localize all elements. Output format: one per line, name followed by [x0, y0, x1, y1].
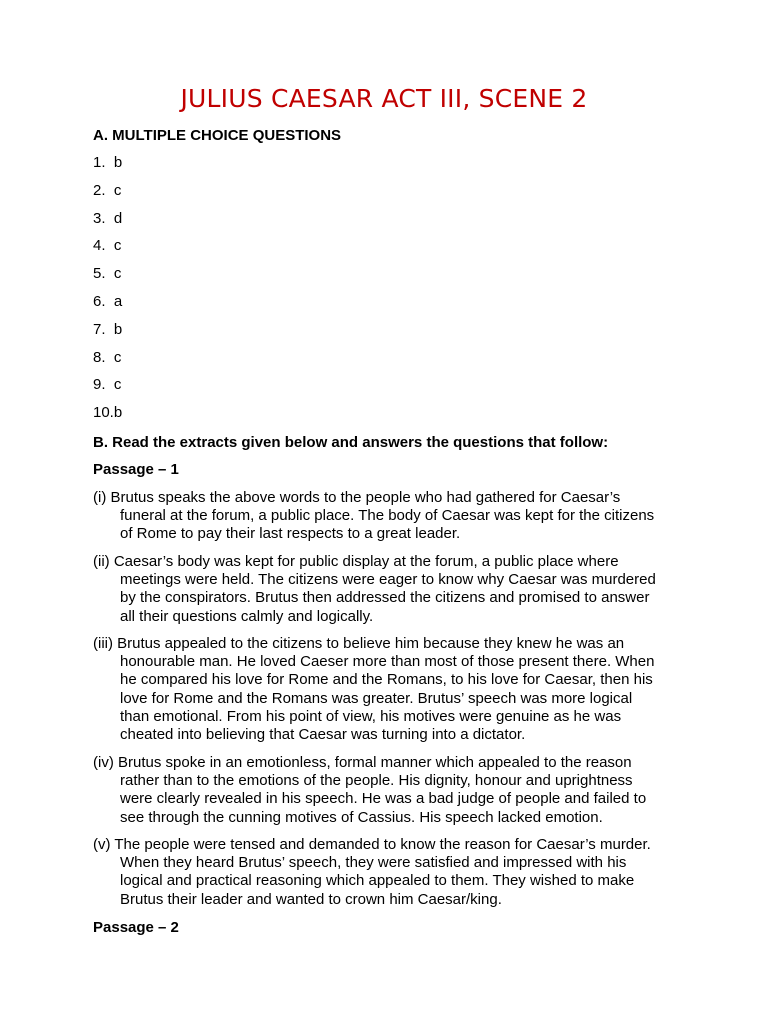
passage-1-answer-i	[93, 489, 683, 544]
passage-2-heading: Passage – 2	[93, 919, 179, 936]
answer-line: than emotional. From his point of view, his motives were genuine as he was	[120, 707, 622, 725]
answer-line: honourable man. He loved Caeser more than most of those present there. When	[120, 653, 655, 671]
passage-1-answer-iv	[93, 754, 683, 827]
section-b-heading: B. Read the extracts given below and answers the questions that follow:	[93, 434, 609, 451]
answer-line: (ii) Caesar’s body was kept for public display at the forum, a public place where	[93, 553, 619, 570]
answer-line: (i) Brutus speaks the above words to the people who had gathered for Caesar’s	[93, 489, 621, 506]
mcq-answer-3: 3. d	[93, 209, 123, 227]
mcq-answer-list	[93, 153, 122, 431]
mcq-answer-1: 1. b	[93, 154, 123, 171]
answer-line: logical and practical reasoning which appealed to them. They wished to make	[120, 872, 635, 890]
mcq-answer-9: 9. c	[93, 376, 122, 394]
answer-line: love for Rome and the Romans was greater. Brutus’ speech was more logical	[120, 689, 633, 707]
mcq-answer-6: 6. a	[93, 292, 123, 310]
answer-line: cheated into believing that Caesar was turning into a dictator.	[120, 726, 526, 744]
answer-line: see through the cunning motives of Cassius. His speech lacked emotion.	[120, 808, 603, 826]
passage-1-answer-v	[93, 836, 683, 909]
answer-line: of Rome to pay their last respects to a great leader.	[120, 525, 461, 543]
answer-line: (iii) Brutus appealed to the citizens to believe him because they knew he was an	[93, 635, 625, 652]
answer-line: all their questions calmly and logically.	[120, 607, 374, 625]
answer-line: When they heard Brutus’ speech, they were satisfied and impressed with his	[120, 854, 627, 872]
answer-line: he compared his love for Rome and the Romans, to his love for Caesar, then his	[120, 671, 653, 689]
answer-line: rather than to the emotions of the people. His dignity, honour and uprightness	[120, 772, 633, 790]
mcq-answer-10: 10.b	[93, 404, 123, 422]
mcq-answer-4: 4. c	[93, 237, 122, 255]
section-a-heading: A. MULTIPLE CHOICE QUESTIONS	[93, 127, 342, 144]
mcq-answer-7: 7. b	[93, 320, 123, 338]
passage-1-heading: Passage – 1	[93, 461, 179, 478]
answer-line: funeral at the forum, a public place. The body of Caesar was kept for the citizens	[120, 507, 655, 525]
answer-line: were clearly revealed in his speech. He was a bad judge of people and failed to	[120, 790, 647, 808]
mcq-answer-5: 5. c	[93, 265, 122, 283]
answer-line: meetings were held. The citizens were eager to know why Caesar was murdered	[120, 571, 656, 589]
mcq-answer-2: 2. c	[93, 181, 122, 199]
answer-line: (v) The people were tensed and demanded to know the reason for Caesar’s murder.	[93, 836, 651, 853]
document-title: JULIUS CAESAR ACT III, SCENE 2	[180, 84, 588, 113]
answer-line: (iv) Brutus spoke in an emotionless, formal manner which appealed to the reason	[93, 754, 632, 771]
passage-1-answer-ii	[93, 553, 683, 626]
answer-line: by the conspirators. Brutus then addressed the citizens and promised to answer	[120, 589, 650, 607]
passage-1-answer-iii	[93, 635, 683, 744]
mcq-answer-8: 8. c	[93, 348, 122, 366]
answer-line: Brutus their leader and wanted to crown him Caesar/king.	[120, 890, 502, 908]
